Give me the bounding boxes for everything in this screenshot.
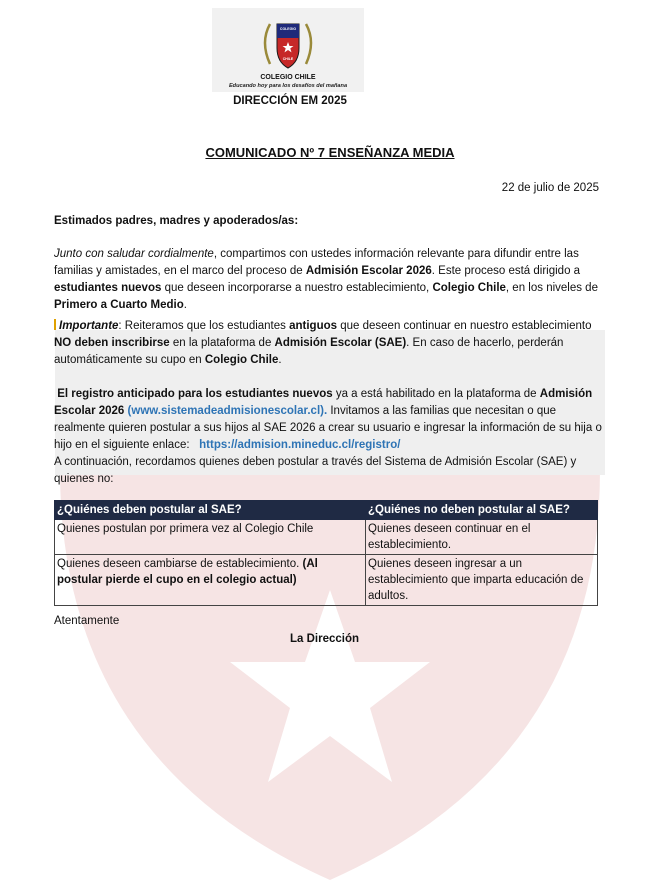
school-logo [212, 8, 364, 92]
paragraph-important [54, 318, 602, 369]
table-cell: Quienes deseen continuar en el establecimiento. [366, 520, 598, 555]
document-title: COMUNICADO Nº 7 ENSEÑANZA MEDIA [205, 145, 455, 160]
intro-text-3: que deseen incorporarse a nuestro establecimiento, [161, 282, 433, 294]
logo-school-name: COLEGIO CHILE [260, 74, 316, 81]
registration-text-3: A continuación, recordamos quienes deben postular a través del Sistema de Admisión Escolar (SAE) y quienes no: [54, 456, 577, 485]
important-text-4: . En caso de hacerlo, perderán automáticamente su cupo en [54, 337, 564, 366]
table-header-row [55, 501, 598, 520]
important-bold-1: antiguos [289, 320, 338, 332]
registration-bold-2: Admisión Escolar 2026 [54, 388, 593, 417]
table-header-must-not-apply: ¿Quiénes no deben postular al SAE? [366, 501, 598, 520]
registration-bold-1: El registro anticipado para los estudiantes nuevos [57, 388, 333, 400]
table-cell-text: Quienes deseen cambiarse de establecimiento. (Al postular pierde el cupo en el colegio actual) [57, 558, 318, 586]
paragraph-registration [54, 386, 602, 488]
intro-text-4: , en los niveles de [505, 282, 598, 294]
intro-bold-4: Primero a Cuarto Medio [54, 299, 184, 311]
sae-website-link[interactable]: (www.sistemadeadmisionescolar.cl). [127, 405, 328, 417]
document-date: 22 de julio de 2025 [501, 182, 599, 194]
intro-lead: Junto con saludar cordialmente [54, 248, 214, 260]
intro-text-1: , compartimos con ustedes información relevante para difundir entre las familias y amistades, en el marco del proceso de [54, 248, 579, 277]
important-text-2: que deseen continuar en nuestro establecimiento [337, 320, 592, 332]
important-label: Importante [59, 320, 119, 332]
important-text-1: : Reiteramos que los estudiantes [118, 320, 290, 332]
important-bold-4: Colegio Chile [204, 354, 279, 366]
intro-text-5: . [183, 299, 187, 311]
table-cell: Quienes postulan por primera vez al Colegio Chile [55, 520, 366, 555]
important-text-5: . [278, 354, 282, 366]
table-row [55, 520, 598, 555]
shield-logo-icon [256, 18, 320, 74]
intro-bold-2: estudiantes nuevos [54, 282, 162, 294]
department-heading: DIRECCIÓN EM 2025 [233, 95, 347, 107]
logo-slogan: Educando hoy para los desafíos del mañana [228, 83, 348, 89]
registration-link[interactable]: https://admision.mineduc.cl/registro/ [199, 439, 401, 451]
closing-text: Atentamente [54, 615, 120, 627]
greeting: Estimados padres, madres y apoderados/as: [54, 215, 299, 227]
important-bold-3: Admisión Escolar (SAE) [274, 337, 407, 349]
table-header-must-apply: ¿Quiénes deben postular al SAE? [55, 501, 366, 520]
registration-text-2: Invitamos a las familias que necesitan o que realmente quieren postular a sus hijos al SAE 2026 a crear su usuario e ingresar la información de su hija o hijo en el siguiente enlace: [54, 405, 602, 451]
shield-text-top: COLEGIO [279, 27, 297, 31]
paragraph-intro [54, 246, 602, 314]
table-cell: Quienes deseen ingresar a un establecimiento que imparta educación de adultos. [366, 555, 598, 606]
important-bold-2: NO deben inscribirse [54, 337, 170, 349]
intro-text-2: . Este proceso está dirigido a [431, 265, 581, 277]
intro-bold-3: Colegio Chile [432, 282, 506, 294]
table-row [55, 555, 598, 606]
intro-bold-1: Admisión Escolar 2026 [305, 265, 432, 277]
important-text-3: en la plataforma de [169, 337, 275, 349]
registration-text-1: ya a está habilitado en la plataforma de [332, 388, 540, 400]
signature: La Dirección [290, 633, 360, 645]
warning-marker-icon [54, 319, 56, 330]
sae-eligibility-table [54, 500, 598, 606]
table-cell [55, 555, 366, 606]
shield-text-bottom: CHILE [282, 57, 294, 61]
